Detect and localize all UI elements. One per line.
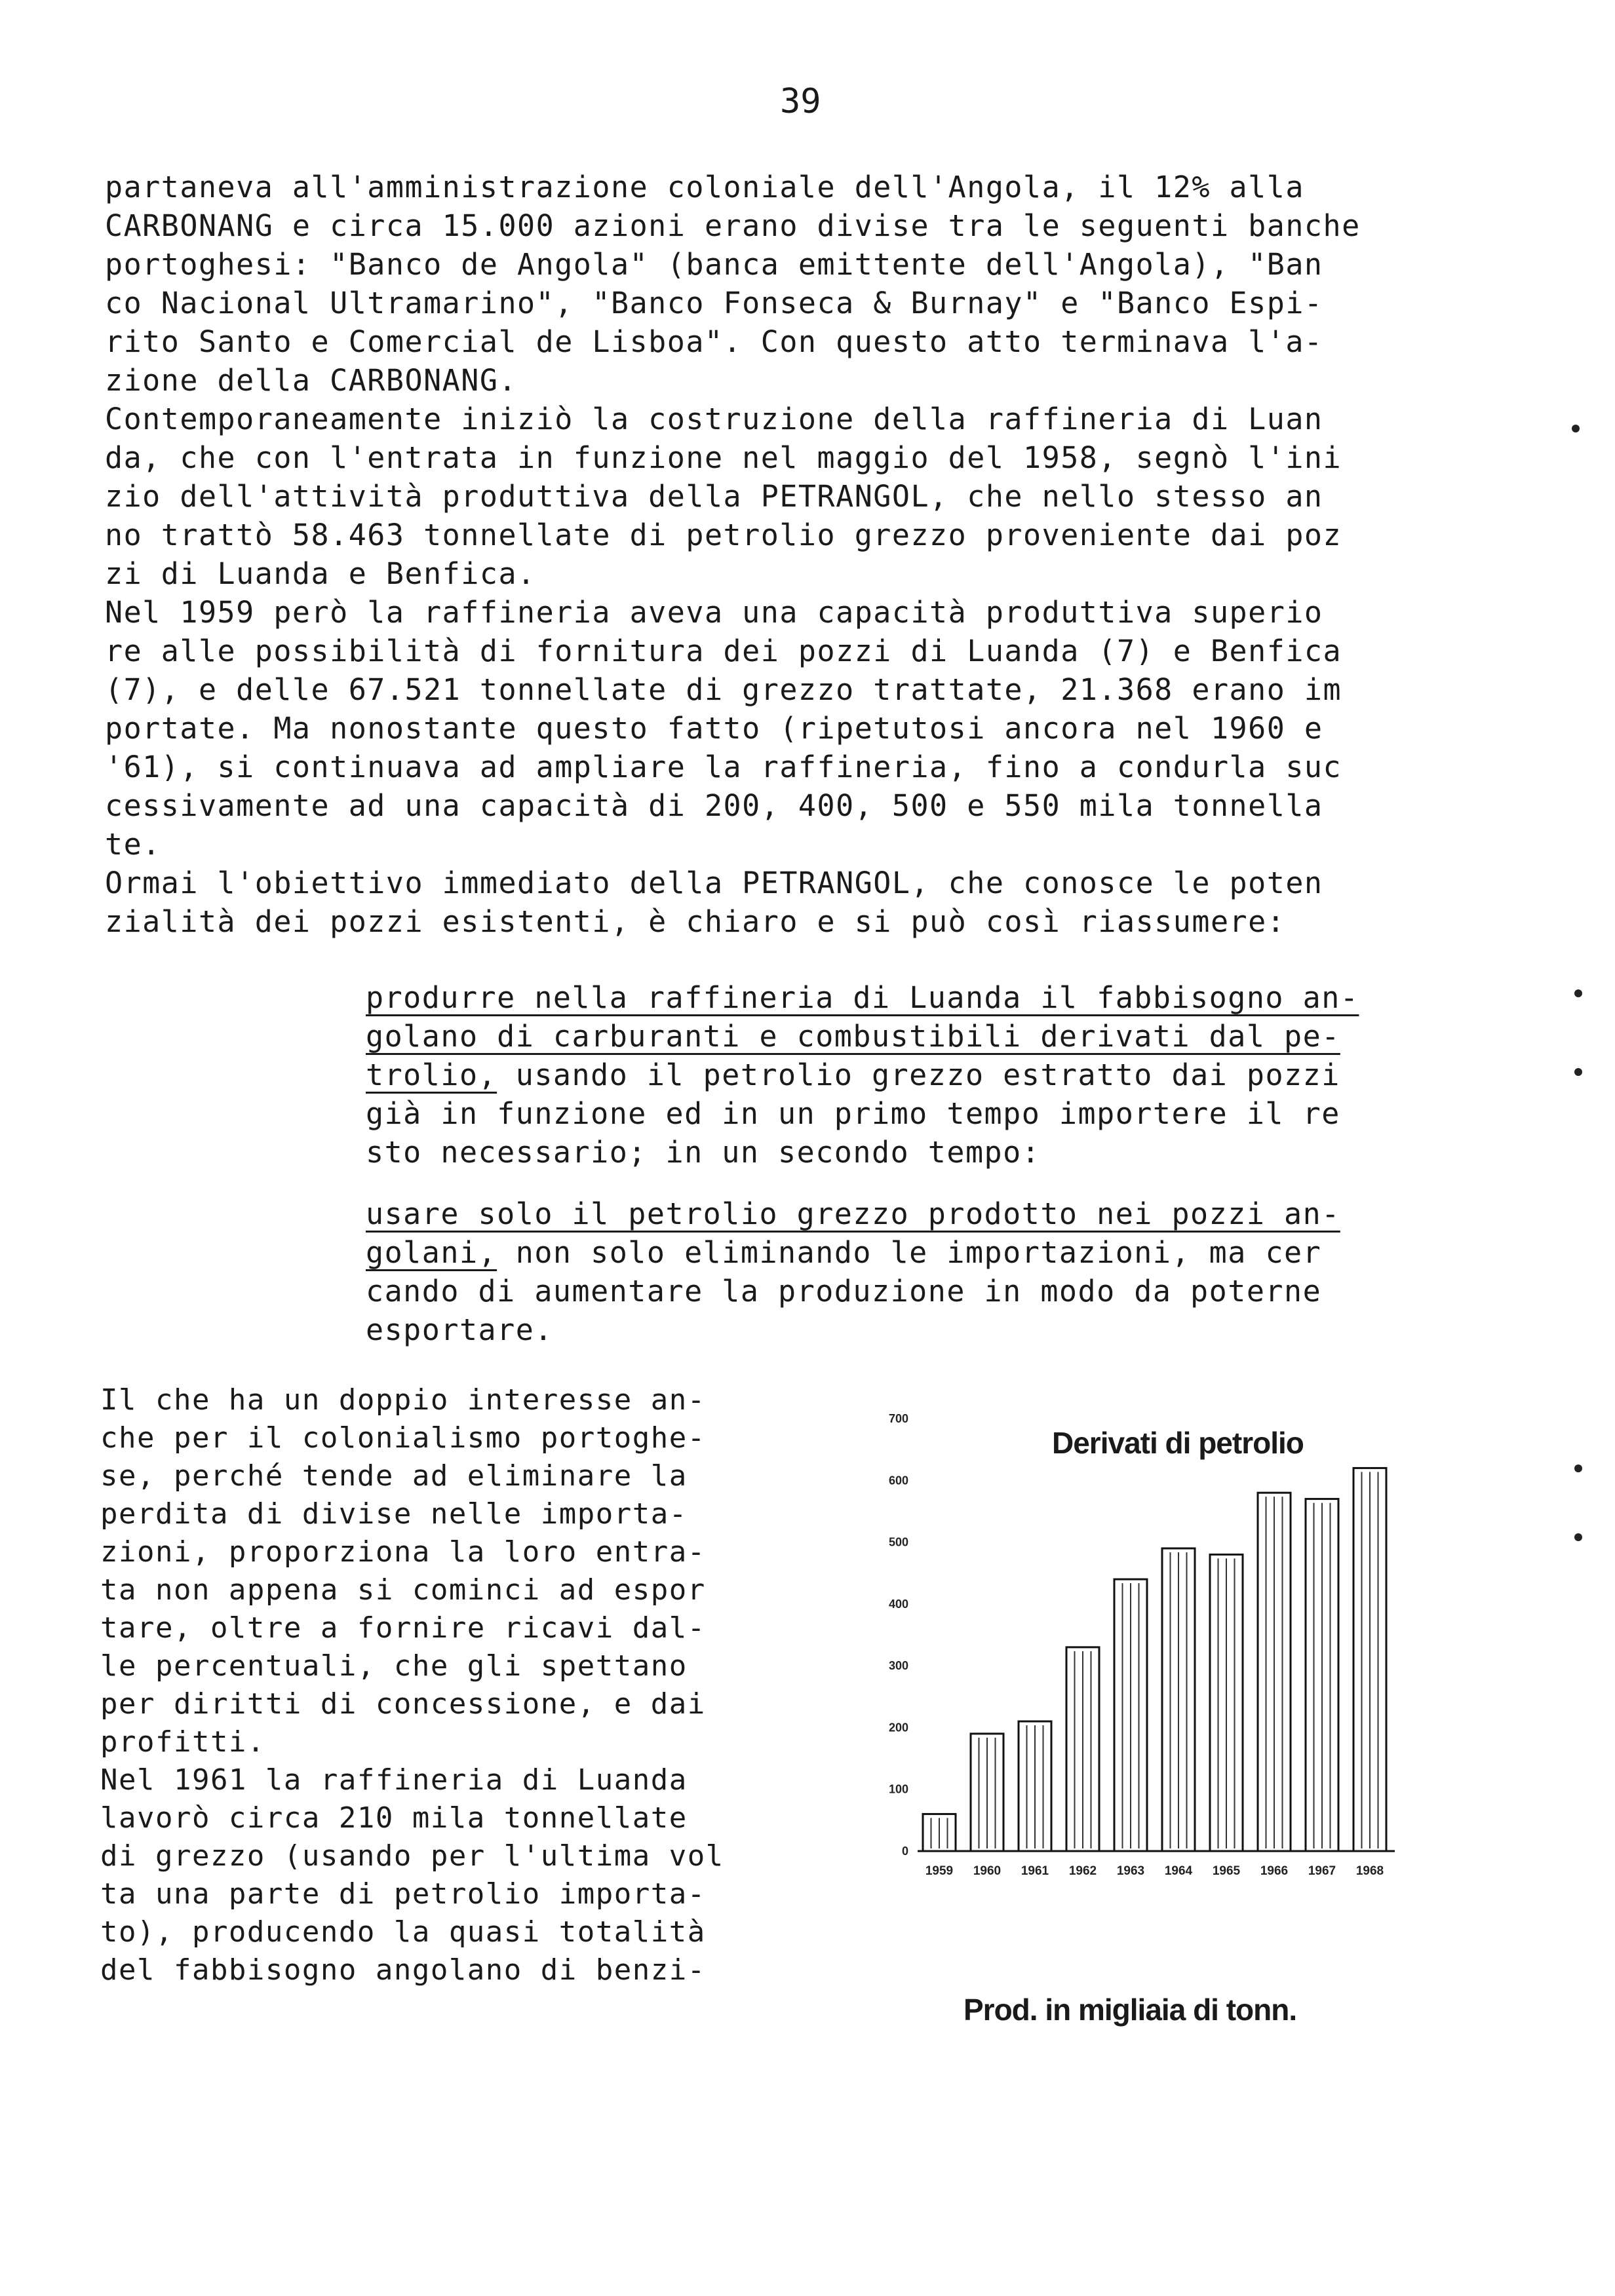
margin-mark [1572,425,1580,432]
text-line: golano di carburanti e combustibili derivati dal pe- [366,1019,1340,1054]
text-line: portoghesi: "Banco de Angola" (banca emittente dell'Angola), "Ban [105,247,1323,282]
x-tick-label: 1962 [1068,1864,1097,1878]
y-tick-label: 300 [888,1659,908,1673]
page-number: 39 [780,82,821,121]
text-line: (7), e delle 67.521 tonnellate di grezzo trattate, 21.368 erano im [105,672,1342,707]
text-line: ta non appena si cominci ad espor [100,1573,706,1607]
bar [1258,1493,1291,1851]
text-line: ta una parte di petrolio importa- [100,1877,706,1911]
text-line: Il che ha un doppio interesse an- [100,1383,706,1417]
text-line: del fabbisogno angolano di benzi- [100,1953,706,1987]
text-line: se, perché tende ad eliminare la [100,1459,688,1493]
y-tick-label: 700 [888,1412,908,1425]
y-tick-label: 500 [888,1535,908,1549]
margin-mark [1574,1068,1582,1076]
bar [923,1814,956,1851]
text-line: '61), si continuava ad ampliare la raffineria, fino a condurla suc [105,750,1342,784]
text-line: che per il colonialismo portoghe- [100,1421,706,1455]
text-line: per diritti di concessione, e dai [100,1687,706,1721]
text-line: Contemporaneamente iniziò la costruzione della raffineria di Luan [105,402,1323,436]
bar [1162,1548,1195,1851]
y-tick-label: 0 [901,1845,908,1858]
text-line: di grezzo (usando per l'ultima vol [100,1839,724,1873]
bar [1306,1499,1338,1851]
margin-mark [1574,989,1582,997]
text-line: lavorò circa 210 mila tonnellate [100,1801,688,1835]
text-line: no trattò 58.463 tonnellate di petrolio grezzo proveniente dai poz [105,518,1342,552]
bar [1114,1579,1147,1851]
x-tick-label: 1964 [1164,1864,1193,1878]
x-tick-label: 1961 [1021,1864,1049,1878]
chart-title: Derivati di petrolio [1052,1426,1304,1460]
text-line: da, che con l'entrata in funzione nel maggio del 1958, segnò l'ini [105,440,1342,475]
bar [1353,1468,1386,1851]
text-line: Nel 1959 però la raffineria aveva una capacità produttiva superio [105,595,1323,630]
y-tick-label: 400 [888,1597,908,1611]
x-tick-label: 1960 [973,1864,1002,1878]
text-line: cando di aumentare la produzione in modo da poterne [366,1274,1322,1309]
x-tick-label: 1959 [925,1864,954,1878]
text-line: Nel 1961 la raffineria di Luanda [100,1763,688,1797]
text-line: CARBONANG e circa 15.000 azioni erano divise tra le seguenti banche [105,208,1361,243]
text-line: rito Santo e Comercial de Lisboa". Con questo atto terminava l'a- [105,324,1323,359]
text-line: te. [105,827,161,862]
text-line: zi di Luanda e Benfica. [105,556,536,591]
y-tick-label: 100 [888,1782,908,1796]
x-tick-label: 1966 [1260,1864,1289,1878]
text-line: partaneva all'amministrazione coloniale dell'Angola, il 12% alla [105,170,1304,204]
bar-chart [865,1383,1442,1972]
text-line: tare, oltre a fornire ricavi dal- [100,1611,706,1645]
margin-mark [1574,1464,1582,1472]
y-tick-label: 600 [888,1474,908,1487]
bar [971,1734,1003,1851]
bar [1066,1647,1099,1851]
bar [1019,1721,1051,1851]
text-line: co Nacional Ultramarino", "Banco Fonseca & Burnay" e "Banco Espi- [105,286,1323,320]
x-tick-label: 1963 [1116,1864,1145,1878]
text-line: zione della CARBONANG. [105,363,518,398]
text-line: cessivamente ad una capacità di 200, 400, 500 e 550 mila tonnella [105,788,1323,823]
text-line: le percentuali, che gli spettano [100,1649,688,1683]
text-line: Ormai l'obiettivo immediato della PETRANGOL, che conosce le poten [105,866,1323,900]
text-line: zioni, proporziona la loro entra- [100,1535,706,1569]
y-tick-label: 200 [888,1721,908,1734]
text-line: re alle possibilità di fornitura dei pozzi di Luanda (7) e Benfica [105,634,1342,668]
x-tick-label: 1967 [1308,1864,1336,1878]
x-tick-label: 1968 [1355,1864,1384,1878]
text-line: to), producendo la quasi totalità [100,1915,706,1949]
text-line: trolio, usando il petrolio grezzo estratto dai pozzi [366,1058,1340,1092]
text-line: golani, non solo eliminando le importazioni, ma cer [366,1235,1322,1270]
x-tick-label: 1965 [1212,1864,1241,1878]
text-line: produrre nella raffineria di Luanda il fabbisogno an- [366,980,1359,1015]
bar [1210,1554,1243,1851]
text-line: sto necessario; in un secondo tempo: [366,1135,1041,1170]
text-line: profitti. [100,1725,265,1759]
text-line: zialità dei pozzi esistenti, è chiaro e si può così riassumere: [105,904,1286,939]
text-line: usare solo il petrolio grezzo prodotto nei pozzi an- [366,1196,1340,1231]
text-line: portate. Ma nonostante questo fatto (ripetutosi ancora nel 1960 e [105,711,1323,746]
text-line: zio dell'attività produttiva della PETRANGOL, che nello stesso an [105,479,1323,514]
chart-unit-caption: Prod. in migliaia di tonn. [963,1993,1297,2027]
text-line: già in funzione ed in un primo tempo importere il re [366,1096,1340,1131]
text-line: esportare. [366,1312,553,1347]
text-line: perdita di divise nelle importa- [100,1497,688,1531]
margin-mark [1574,1533,1582,1541]
